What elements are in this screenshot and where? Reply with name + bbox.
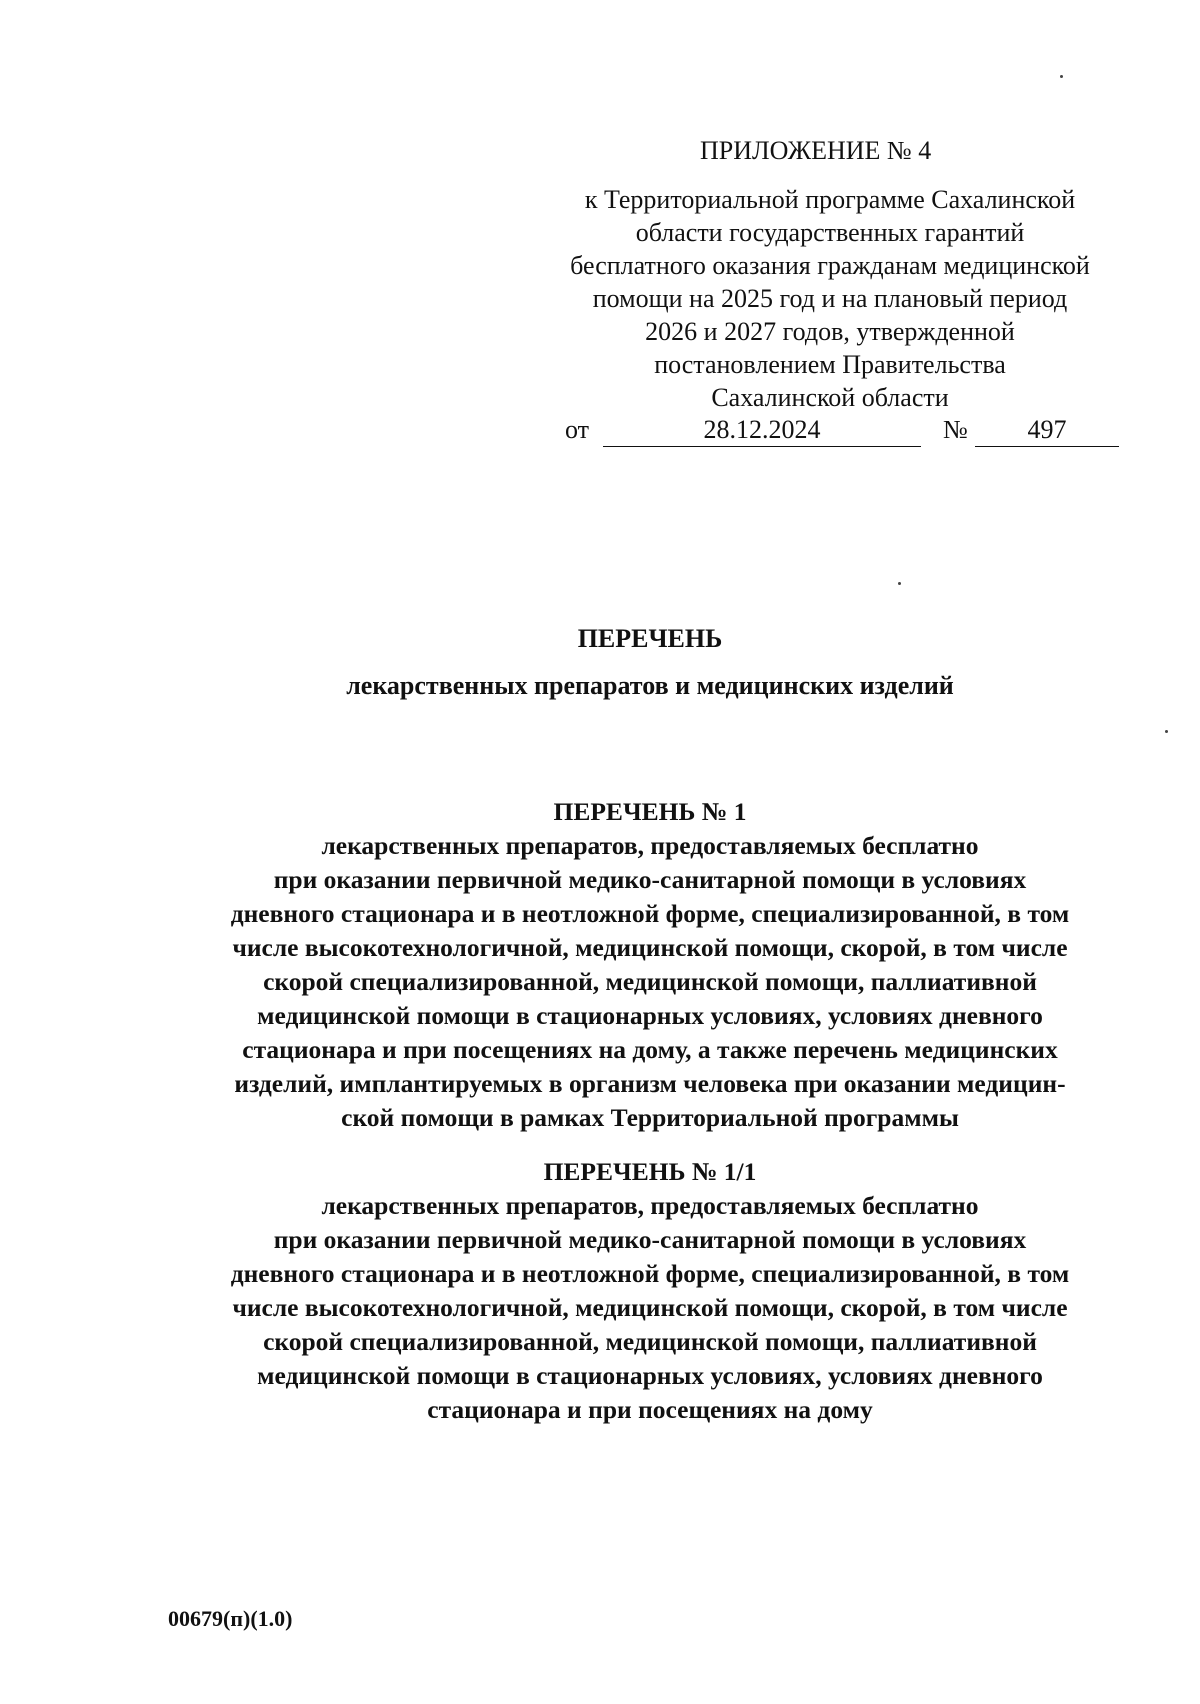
appendix-reference	[540, 183, 1120, 414]
list-1-1-line: лекарственных препаратов, предоставляемых бесплатно	[321, 1191, 979, 1220]
appendix-line: области государственных гарантий	[635, 218, 1025, 247]
list-1-1-section	[50, 1155, 1200, 1427]
appendix-line: бесплатного оказания гражданам медицинской	[570, 251, 1090, 280]
list-1-1-line: скорой специализированной, медицинской помощи, паллиативной	[263, 1327, 1037, 1356]
appendix-title: ПРИЛОЖЕНИЕ № 4	[700, 136, 932, 165]
list-1-1-line: при оказании первичной медико-санитарной помощи в условиях	[273, 1225, 1027, 1254]
scan-speck	[1060, 75, 1063, 78]
appendix-line: постановлением Правительства	[654, 350, 1006, 379]
list-1-line: медицинской помощи в стационарных условиях, условиях дневного	[257, 1001, 1043, 1030]
list-1-1-line: медицинской помощи в стационарных условиях, условиях дневного	[257, 1361, 1043, 1390]
list-1-line: при оказании первичной медико-санитарной помощи в условиях	[273, 865, 1027, 894]
list-1-section	[50, 795, 1200, 1135]
appendix-line: помощи на 2025 год и на плановый период	[592, 284, 1068, 313]
document-code: 00679(п)(1.0)	[168, 1606, 293, 1631]
order-number: 497	[975, 413, 1119, 447]
main-subtitle: лекарственных препаратов и медицинских изделий	[346, 671, 954, 700]
main-title: ПЕРЕЧЕНЬ	[577, 624, 723, 653]
appendix-line: Сахалинской области	[711, 383, 949, 412]
order-from-label: от	[565, 415, 590, 444]
scan-speck	[898, 582, 901, 585]
list-1-1-line: дневного стационара и в неотложной форме, специализированной, в том	[230, 1259, 1070, 1288]
list-1-line: изделий, имплантируемых в организм человека при оказании медицин-	[234, 1069, 1066, 1098]
list-1-line: стационара и при посещениях на дому, а также перечень медицинских	[242, 1035, 1058, 1064]
order-number-label: №	[943, 415, 968, 444]
list-1-1-line: стационара и при посещениях на дому	[427, 1395, 873, 1424]
list-1-line: лекарственных препаратов, предоставляемых бесплатно	[321, 831, 979, 860]
list-1-line: скорой специализированной, медицинской помощи, паллиативной	[263, 967, 1037, 996]
scan-speck	[1165, 730, 1168, 733]
list-1-line: дневного стационара и в неотложной форме, специализированной, в том	[230, 899, 1070, 928]
list-1-line: числе высокотехнологичной, медицинской помощи, скорой, в том числе	[232, 933, 1068, 962]
appendix-line: к Территориальной программе Сахалинской	[584, 185, 1076, 214]
list-1-line: ской помощи в рамках Территориальной программы	[341, 1103, 959, 1132]
list-1-1-line: числе высокотехнологичной, медицинской помощи, скорой, в том числе	[232, 1293, 1068, 1322]
list-1-title: ПЕРЕЧЕНЬ № 1	[553, 797, 747, 826]
list-1-1-title: ПЕРЕЧЕНЬ № 1/1	[543, 1157, 757, 1186]
appendix-line: 2026 и 2027 годов, утвержденной	[645, 317, 1015, 346]
order-date: 28.12.2024	[603, 413, 921, 447]
